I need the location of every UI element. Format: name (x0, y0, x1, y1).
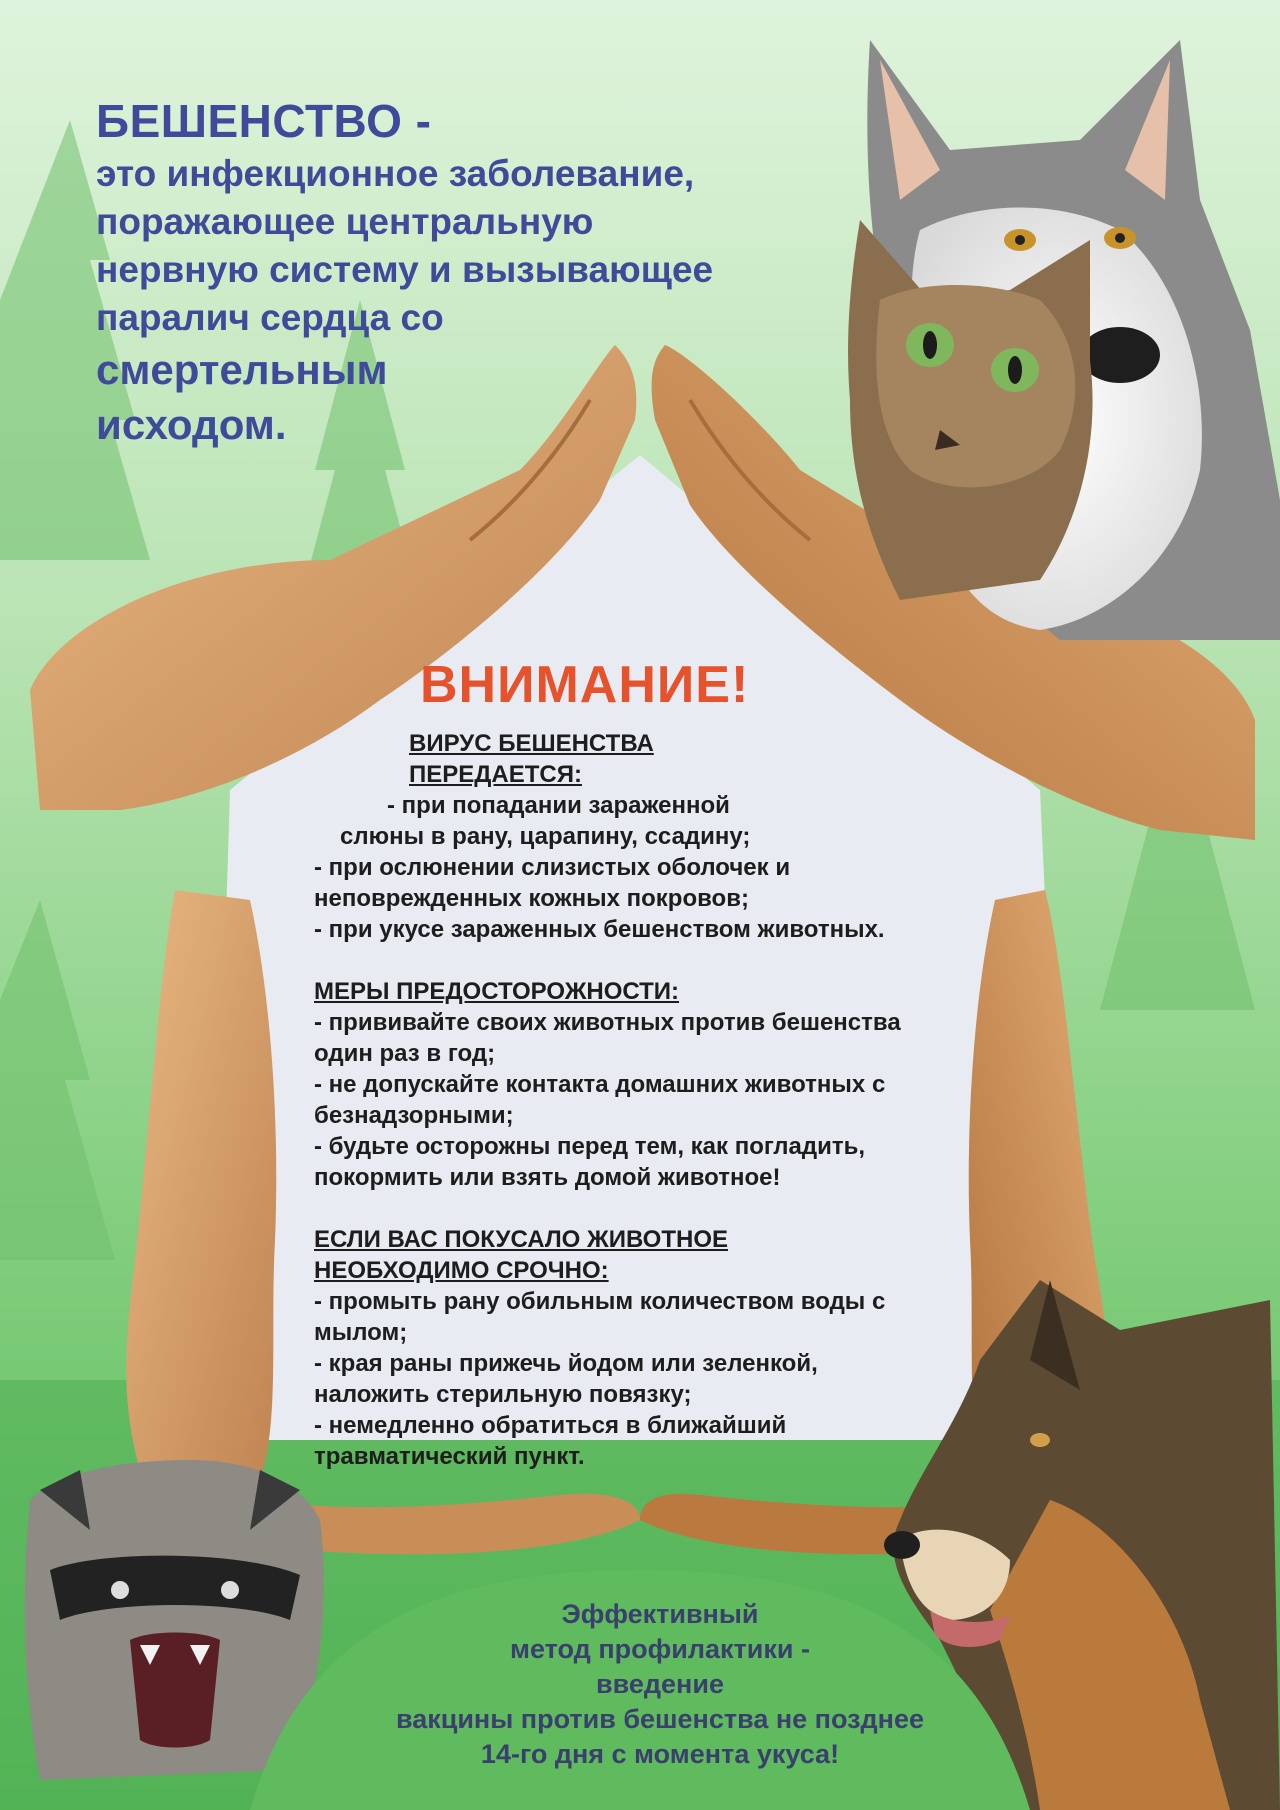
headline-line-big: смертельным (96, 346, 388, 393)
if-bitten-heading: ЕСЛИ ВАС ПОКУСАЛО ЖИВОТНОЕ (314, 1226, 729, 1253)
if-bitten-line: - промыть рану обильным количеством воды с (314, 1288, 886, 1315)
if-bitten-heading: НЕОБХОДИМО СРОЧНО: (314, 1257, 609, 1284)
prevention-note (280, 1597, 1040, 1772)
prevention-line: 14-го дня с момента укуса! (480, 1739, 840, 1769)
precautions-line: - не допускайте контакта домашних животных с (314, 1071, 886, 1098)
transmission-line: - при попадании зараженной (387, 792, 730, 819)
transmission-heading: ВИРУС БЕШЕНСТВА (409, 730, 654, 757)
attention-title: ВНИМАНИЕ! (420, 656, 750, 714)
section-gap (314, 945, 1014, 976)
transmission-line: неповрежденных кожных покровов; (314, 885, 749, 912)
precautions-line: безнадзорными; (314, 1102, 514, 1129)
headline-line-big: исходом. (96, 401, 287, 448)
section-gap (314, 1193, 1014, 1224)
precautions-line: покормить или взять домой животное! (314, 1164, 781, 1191)
if-bitten-line: травматический пункт. (314, 1443, 585, 1470)
precautions-line: один раз в год; (314, 1040, 496, 1067)
attention-body (314, 728, 1014, 1472)
transmission-section (314, 728, 1014, 945)
headline-line: паралич сердца со (96, 297, 444, 338)
headline-line: нервную систему и вызывающее (96, 249, 714, 290)
precautions-section (314, 976, 1014, 1193)
if-bitten-line: - края раны прижечь йодом или зеленкой, (314, 1350, 818, 1377)
precautions-line: - будьте осторожны перед тем, как погладить, (314, 1133, 866, 1160)
prevention-line: метод профилактики - (510, 1634, 810, 1664)
if-bitten-section (314, 1224, 1014, 1472)
prevention-line: введение (596, 1669, 724, 1699)
headline-line: поражающее центральную (96, 201, 594, 242)
raccoon-illustration (25, 1460, 324, 1780)
headline-line: это инфекционное заболевание, (96, 153, 695, 194)
transmission-line: - при ослюнении слизистых оболочек и (314, 854, 791, 881)
precautions-line: - прививайте своих животных против бешенства (314, 1009, 901, 1036)
prevention-line: Эффективный (561, 1599, 759, 1629)
transmission-line: слюны в рану, царапину, ссадину; (340, 823, 751, 850)
precautions-heading: МЕРЫ ПРЕДОСТОРОЖНОСТИ: (314, 978, 680, 1005)
transmission-line: - при укусе зараженных бешенством животных. (314, 916, 885, 943)
headline (96, 92, 856, 452)
transmission-heading: ПЕРЕДАЕТСЯ: (409, 761, 582, 788)
if-bitten-line: мылом; (314, 1319, 408, 1346)
if-bitten-line: - немедленно обратиться в ближайший (314, 1412, 787, 1439)
prevention-line: вакцины против бешенства не позднее (395, 1704, 925, 1734)
headline-title: БЕШЕНСТВО - (96, 95, 432, 147)
if-bitten-line: наложить стерильную повязку; (314, 1381, 692, 1408)
